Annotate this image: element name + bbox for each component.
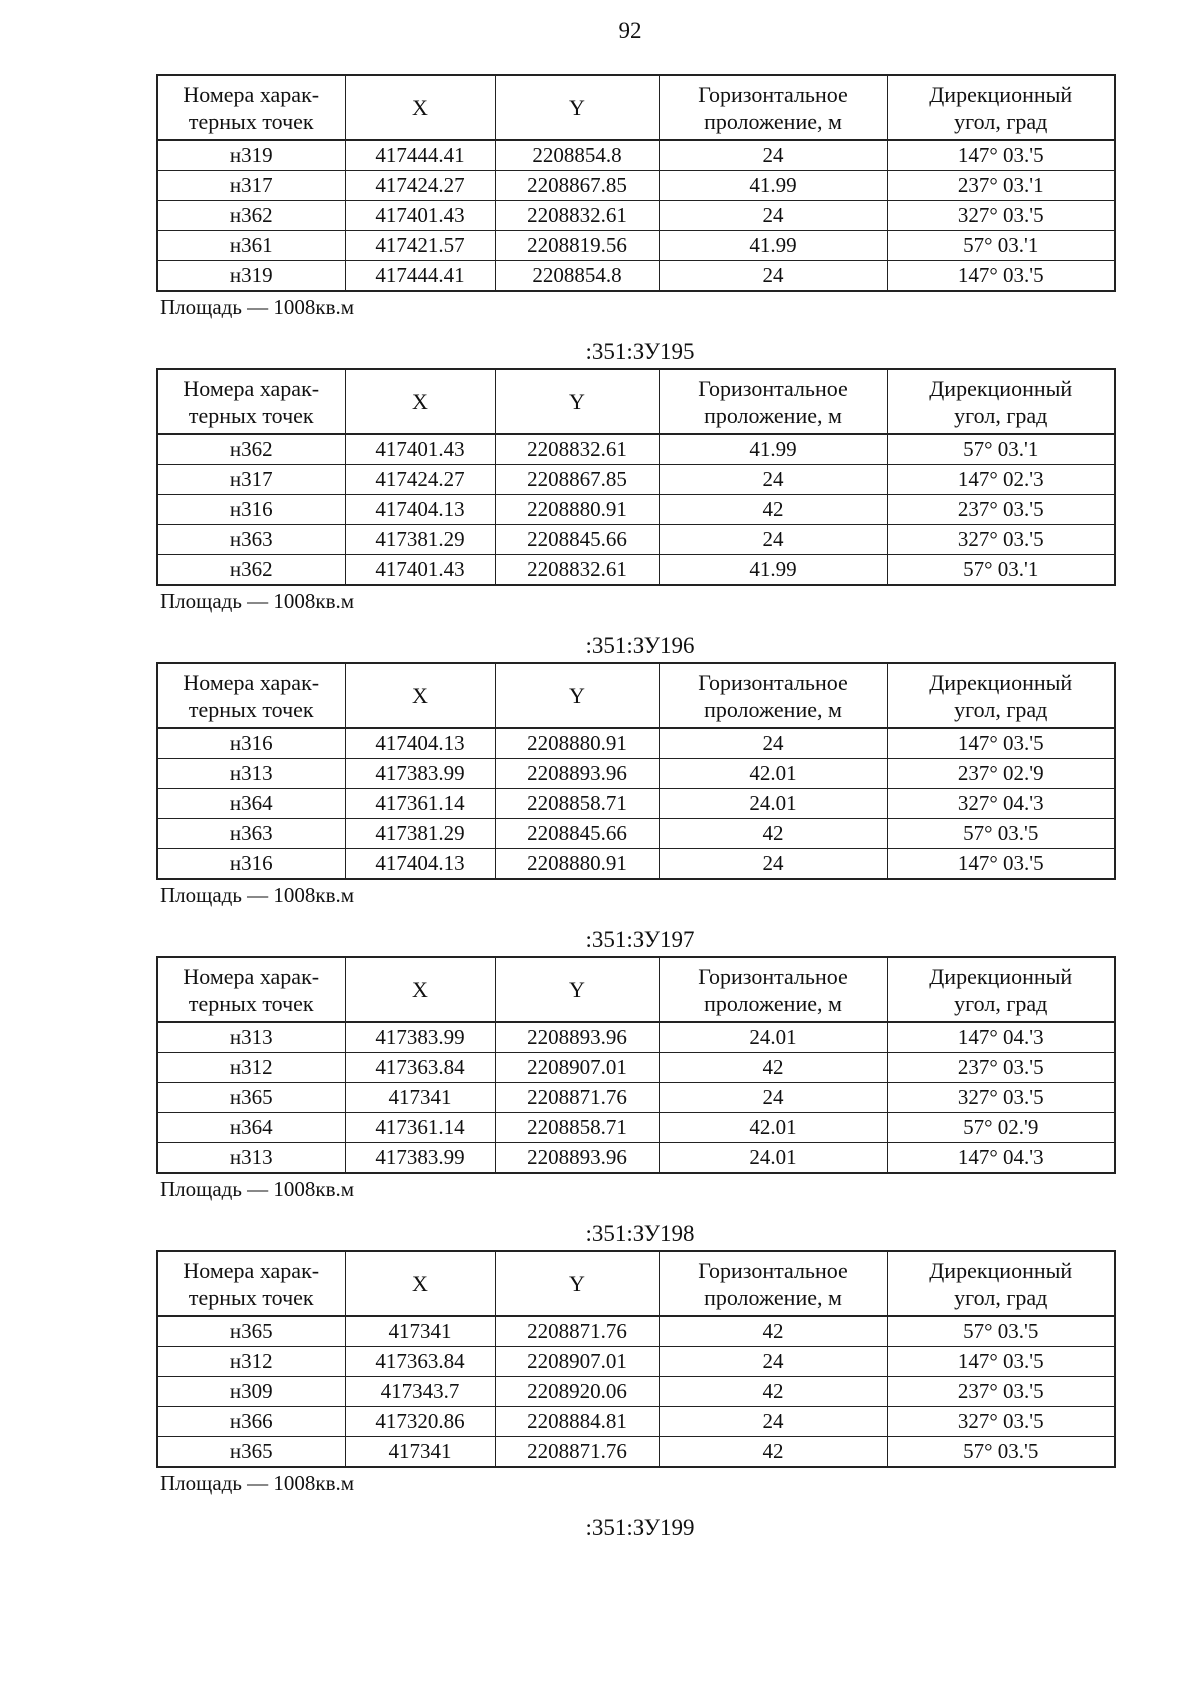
cell-direction-angle: 327° 03.'5 [887, 201, 1115, 231]
cell-horizontal-distance: 42 [659, 1316, 887, 1347]
cell-horizontal-distance: 24.01 [659, 789, 887, 819]
header-y-coordinate: Y [495, 1251, 659, 1316]
cell-horizontal-distance: 41.99 [659, 434, 887, 465]
parcel-block [156, 74, 1114, 322]
cell-point-number: н317 [157, 171, 345, 201]
parcel-area: Площадь — 1008кв.м [160, 1471, 355, 1495]
cell-point-number: н316 [157, 849, 345, 880]
cell-direction-angle: 57° 03.'5 [887, 819, 1115, 849]
cell-y-coordinate: 2208893.96 [495, 759, 659, 789]
cell-direction-angle: 327° 03.'5 [887, 1407, 1115, 1437]
header-point-number: Номера харак- терных точек [157, 663, 345, 728]
parcel-title: :351:ЗУ197 [585, 927, 695, 952]
table-row [157, 728, 1115, 759]
cell-horizontal-distance: 42 [659, 495, 887, 525]
parcel-area: Площадь — 1008кв.м [160, 883, 355, 907]
cell-y-coordinate: 2208858.71 [495, 1113, 659, 1143]
header-direction-angle: Дирекционный угол, град [887, 957, 1115, 1022]
parcel-block [156, 926, 1114, 1204]
cell-point-number: н364 [157, 789, 345, 819]
table-row [157, 1143, 1115, 1174]
cell-horizontal-distance: 24 [659, 728, 887, 759]
table-row [157, 434, 1115, 465]
cell-point-number: н312 [157, 1347, 345, 1377]
header-y-coordinate: Y [495, 957, 659, 1022]
cell-direction-angle: 147° 02.'3 [887, 465, 1115, 495]
header-direction-angle: Дирекционный угол, град [887, 1251, 1115, 1316]
cell-direction-angle: 237° 03.'5 [887, 1377, 1115, 1407]
table-header-row [157, 75, 1115, 140]
cell-x-coordinate: 417341 [345, 1083, 495, 1113]
cell-direction-angle: 237° 03.'1 [887, 171, 1115, 201]
cell-direction-angle: 147° 03.'5 [887, 140, 1115, 171]
cell-direction-angle: 237° 02.'9 [887, 759, 1115, 789]
cell-point-number: н313 [157, 759, 345, 789]
parcel-blocks [156, 74, 1114, 1498]
table-header-row [157, 957, 1115, 1022]
cell-y-coordinate: 2208871.76 [495, 1316, 659, 1347]
cell-point-number: н362 [157, 555, 345, 586]
parcel-title: :351:ЗУ195 [585, 339, 695, 364]
cell-x-coordinate: 417401.43 [345, 201, 495, 231]
document-body [156, 74, 1114, 1544]
header-direction-angle: Дирекционный угол, град [887, 663, 1115, 728]
cell-y-coordinate: 2208880.91 [495, 849, 659, 880]
cell-x-coordinate: 417381.29 [345, 525, 495, 555]
table-row [157, 819, 1115, 849]
cell-horizontal-distance: 24 [659, 1083, 887, 1113]
cell-point-number: н365 [157, 1437, 345, 1468]
table-row [157, 495, 1115, 525]
cell-x-coordinate: 417424.27 [345, 171, 495, 201]
cell-horizontal-distance: 24 [659, 849, 887, 880]
cell-x-coordinate: 417341 [345, 1316, 495, 1347]
coordinates-table [156, 74, 1116, 292]
cell-x-coordinate: 417361.14 [345, 789, 495, 819]
cell-direction-angle: 327° 03.'5 [887, 1083, 1115, 1113]
table-row [157, 465, 1115, 495]
cell-direction-angle: 57° 03.'1 [887, 231, 1115, 261]
cell-horizontal-distance: 24 [659, 525, 887, 555]
cell-horizontal-distance: 24 [659, 140, 887, 171]
cell-y-coordinate: 2208867.85 [495, 171, 659, 201]
table-row [157, 849, 1115, 880]
cell-direction-angle: 327° 04.'3 [887, 789, 1115, 819]
cell-x-coordinate: 417424.27 [345, 465, 495, 495]
header-point-number: Номера харак- терных точек [157, 369, 345, 434]
header-horizontal-distance: Горизонтальное проложение, м [659, 1251, 887, 1316]
table-row [157, 1022, 1115, 1053]
cell-point-number: н363 [157, 819, 345, 849]
cell-x-coordinate: 417383.99 [345, 1143, 495, 1174]
coordinates-table [156, 662, 1116, 880]
cell-y-coordinate: 2208907.01 [495, 1347, 659, 1377]
cell-point-number: н363 [157, 525, 345, 555]
cell-horizontal-distance: 24 [659, 261, 887, 292]
cell-direction-angle: 237° 03.'5 [887, 1053, 1115, 1083]
cell-horizontal-distance: 42.01 [659, 1113, 887, 1143]
table-row [157, 1407, 1115, 1437]
cell-point-number: н362 [157, 201, 345, 231]
header-x-coordinate: X [345, 1251, 495, 1316]
cell-y-coordinate: 2208854.8 [495, 140, 659, 171]
cell-point-number: н319 [157, 140, 345, 171]
parcel-title: :351:ЗУ196 [585, 633, 695, 658]
cell-horizontal-distance: 41.99 [659, 171, 887, 201]
cell-y-coordinate: 2208832.61 [495, 555, 659, 586]
coordinates-table [156, 368, 1116, 586]
cell-x-coordinate: 417444.41 [345, 261, 495, 292]
table-header-row [157, 369, 1115, 434]
cell-y-coordinate: 2208832.61 [495, 201, 659, 231]
cell-horizontal-distance: 42 [659, 1437, 887, 1468]
cell-y-coordinate: 2208871.76 [495, 1083, 659, 1113]
cell-horizontal-distance: 42 [659, 1053, 887, 1083]
cell-point-number: н362 [157, 434, 345, 465]
cell-horizontal-distance: 24.01 [659, 1143, 887, 1174]
cell-horizontal-distance: 41.99 [659, 555, 887, 586]
cell-y-coordinate: 2208871.76 [495, 1437, 659, 1468]
cell-direction-angle: 147° 04.'3 [887, 1022, 1115, 1053]
cell-x-coordinate: 417404.13 [345, 849, 495, 880]
cell-x-coordinate: 417363.84 [345, 1347, 495, 1377]
cell-y-coordinate: 2208880.91 [495, 495, 659, 525]
header-y-coordinate: Y [495, 663, 659, 728]
cell-horizontal-distance: 42 [659, 819, 887, 849]
cell-x-coordinate: 417383.99 [345, 1022, 495, 1053]
cell-x-coordinate: 417381.29 [345, 819, 495, 849]
cell-direction-angle: 237° 03.'5 [887, 495, 1115, 525]
cell-point-number: н364 [157, 1113, 345, 1143]
header-x-coordinate: X [345, 957, 495, 1022]
page-number: 92 [618, 18, 642, 43]
cell-y-coordinate: 2208854.8 [495, 261, 659, 292]
cell-point-number: н365 [157, 1083, 345, 1113]
header-x-coordinate: X [345, 369, 495, 434]
cell-x-coordinate: 417361.14 [345, 1113, 495, 1143]
cell-x-coordinate: 417401.43 [345, 555, 495, 586]
cell-point-number: н317 [157, 465, 345, 495]
cell-point-number: н313 [157, 1022, 345, 1053]
table-header-row [157, 663, 1115, 728]
cell-horizontal-distance: 24.01 [659, 1022, 887, 1053]
table-header-row [157, 1251, 1115, 1316]
cell-direction-angle: 147° 03.'5 [887, 849, 1115, 880]
cell-direction-angle: 147° 04.'3 [887, 1143, 1115, 1174]
cell-horizontal-distance: 42 [659, 1377, 887, 1407]
cell-y-coordinate: 2208858.71 [495, 789, 659, 819]
parcel-block [156, 1220, 1114, 1498]
cell-x-coordinate: 417401.43 [345, 434, 495, 465]
cell-point-number: н313 [157, 1143, 345, 1174]
cell-y-coordinate: 2208832.61 [495, 434, 659, 465]
cell-direction-angle: 327° 03.'5 [887, 525, 1115, 555]
cell-horizontal-distance: 41.99 [659, 231, 887, 261]
table-row [157, 759, 1115, 789]
cell-direction-angle: 57° 03.'5 [887, 1437, 1115, 1468]
cell-point-number: н365 [157, 1316, 345, 1347]
cell-horizontal-distance: 24 [659, 465, 887, 495]
cell-point-number: н316 [157, 728, 345, 759]
table-row [157, 1053, 1115, 1083]
cell-y-coordinate: 2208893.96 [495, 1022, 659, 1053]
table-row [157, 1113, 1115, 1143]
cell-y-coordinate: 2208907.01 [495, 1053, 659, 1083]
cell-point-number: н366 [157, 1407, 345, 1437]
parcel-block [156, 632, 1114, 910]
cell-point-number: н312 [157, 1053, 345, 1083]
parcel-title: :351:ЗУ198 [585, 1221, 695, 1246]
cell-y-coordinate: 2208893.96 [495, 1143, 659, 1174]
cell-horizontal-distance: 24 [659, 1407, 887, 1437]
table-row [157, 1437, 1115, 1468]
table-row [157, 525, 1115, 555]
header-point-number: Номера харак- терных точек [157, 1251, 345, 1316]
header-horizontal-distance: Горизонтальное проложение, м [659, 957, 887, 1022]
table-row [157, 1316, 1115, 1347]
header-x-coordinate: X [345, 663, 495, 728]
header-x-coordinate: X [345, 75, 495, 140]
parcel-block [156, 338, 1114, 616]
cell-horizontal-distance: 24 [659, 201, 887, 231]
header-direction-angle: Дирекционный угол, град [887, 369, 1115, 434]
cell-horizontal-distance: 42.01 [659, 759, 887, 789]
coordinates-table [156, 956, 1116, 1174]
cell-x-coordinate: 417341 [345, 1437, 495, 1468]
cell-x-coordinate: 417404.13 [345, 728, 495, 759]
cell-point-number: н316 [157, 495, 345, 525]
table-row [157, 1347, 1115, 1377]
cell-x-coordinate: 417444.41 [345, 140, 495, 171]
table-row [157, 231, 1115, 261]
cell-horizontal-distance: 24 [659, 1347, 887, 1377]
parcel-area: Площадь — 1008кв.м [160, 1177, 355, 1201]
cell-x-coordinate: 417343.7 [345, 1377, 495, 1407]
cell-x-coordinate: 417363.84 [345, 1053, 495, 1083]
table-row [157, 1377, 1115, 1407]
cell-direction-angle: 57° 03.'1 [887, 434, 1115, 465]
header-y-coordinate: Y [495, 75, 659, 140]
cell-point-number: н361 [157, 231, 345, 261]
cell-x-coordinate: 417383.99 [345, 759, 495, 789]
cell-x-coordinate: 417320.86 [345, 1407, 495, 1437]
header-horizontal-distance: Горизонтальное проложение, м [659, 369, 887, 434]
cell-x-coordinate: 417421.57 [345, 231, 495, 261]
header-y-coordinate: Y [495, 369, 659, 434]
cell-y-coordinate: 2208920.06 [495, 1377, 659, 1407]
table-row [157, 555, 1115, 586]
cell-x-coordinate: 417404.13 [345, 495, 495, 525]
cell-direction-angle: 57° 03.'1 [887, 555, 1115, 586]
header-point-number: Номера харак- терных точек [157, 75, 345, 140]
cell-y-coordinate: 2208880.91 [495, 728, 659, 759]
trailing-parcel-title: :351:ЗУ199 [585, 1515, 695, 1540]
cell-point-number: н319 [157, 261, 345, 292]
header-direction-angle: Дирекционный угол, град [887, 75, 1115, 140]
header-horizontal-distance: Горизонтальное проложение, м [659, 663, 887, 728]
parcel-area: Площадь — 1008кв.м [160, 295, 355, 319]
cell-y-coordinate: 2208884.81 [495, 1407, 659, 1437]
table-row [157, 171, 1115, 201]
cell-direction-angle: 57° 02.'9 [887, 1113, 1115, 1143]
table-row [157, 261, 1115, 292]
cell-y-coordinate: 2208867.85 [495, 465, 659, 495]
cell-point-number: н309 [157, 1377, 345, 1407]
parcel-area: Площадь — 1008кв.м [160, 589, 355, 613]
cell-direction-angle: 147° 03.'5 [887, 261, 1115, 292]
table-row [157, 140, 1115, 171]
cell-direction-angle: 57° 03.'5 [887, 1316, 1115, 1347]
table-row [157, 1083, 1115, 1113]
table-row [157, 789, 1115, 819]
cell-y-coordinate: 2208819.56 [495, 231, 659, 261]
header-point-number: Номера харак- терных точек [157, 957, 345, 1022]
cell-direction-angle: 147° 03.'5 [887, 1347, 1115, 1377]
header-horizontal-distance: Горизонтальное проложение, м [659, 75, 887, 140]
coordinates-table [156, 1250, 1116, 1468]
cell-y-coordinate: 2208845.66 [495, 819, 659, 849]
table-row [157, 201, 1115, 231]
cell-direction-angle: 147° 03.'5 [887, 728, 1115, 759]
cell-y-coordinate: 2208845.66 [495, 525, 659, 555]
